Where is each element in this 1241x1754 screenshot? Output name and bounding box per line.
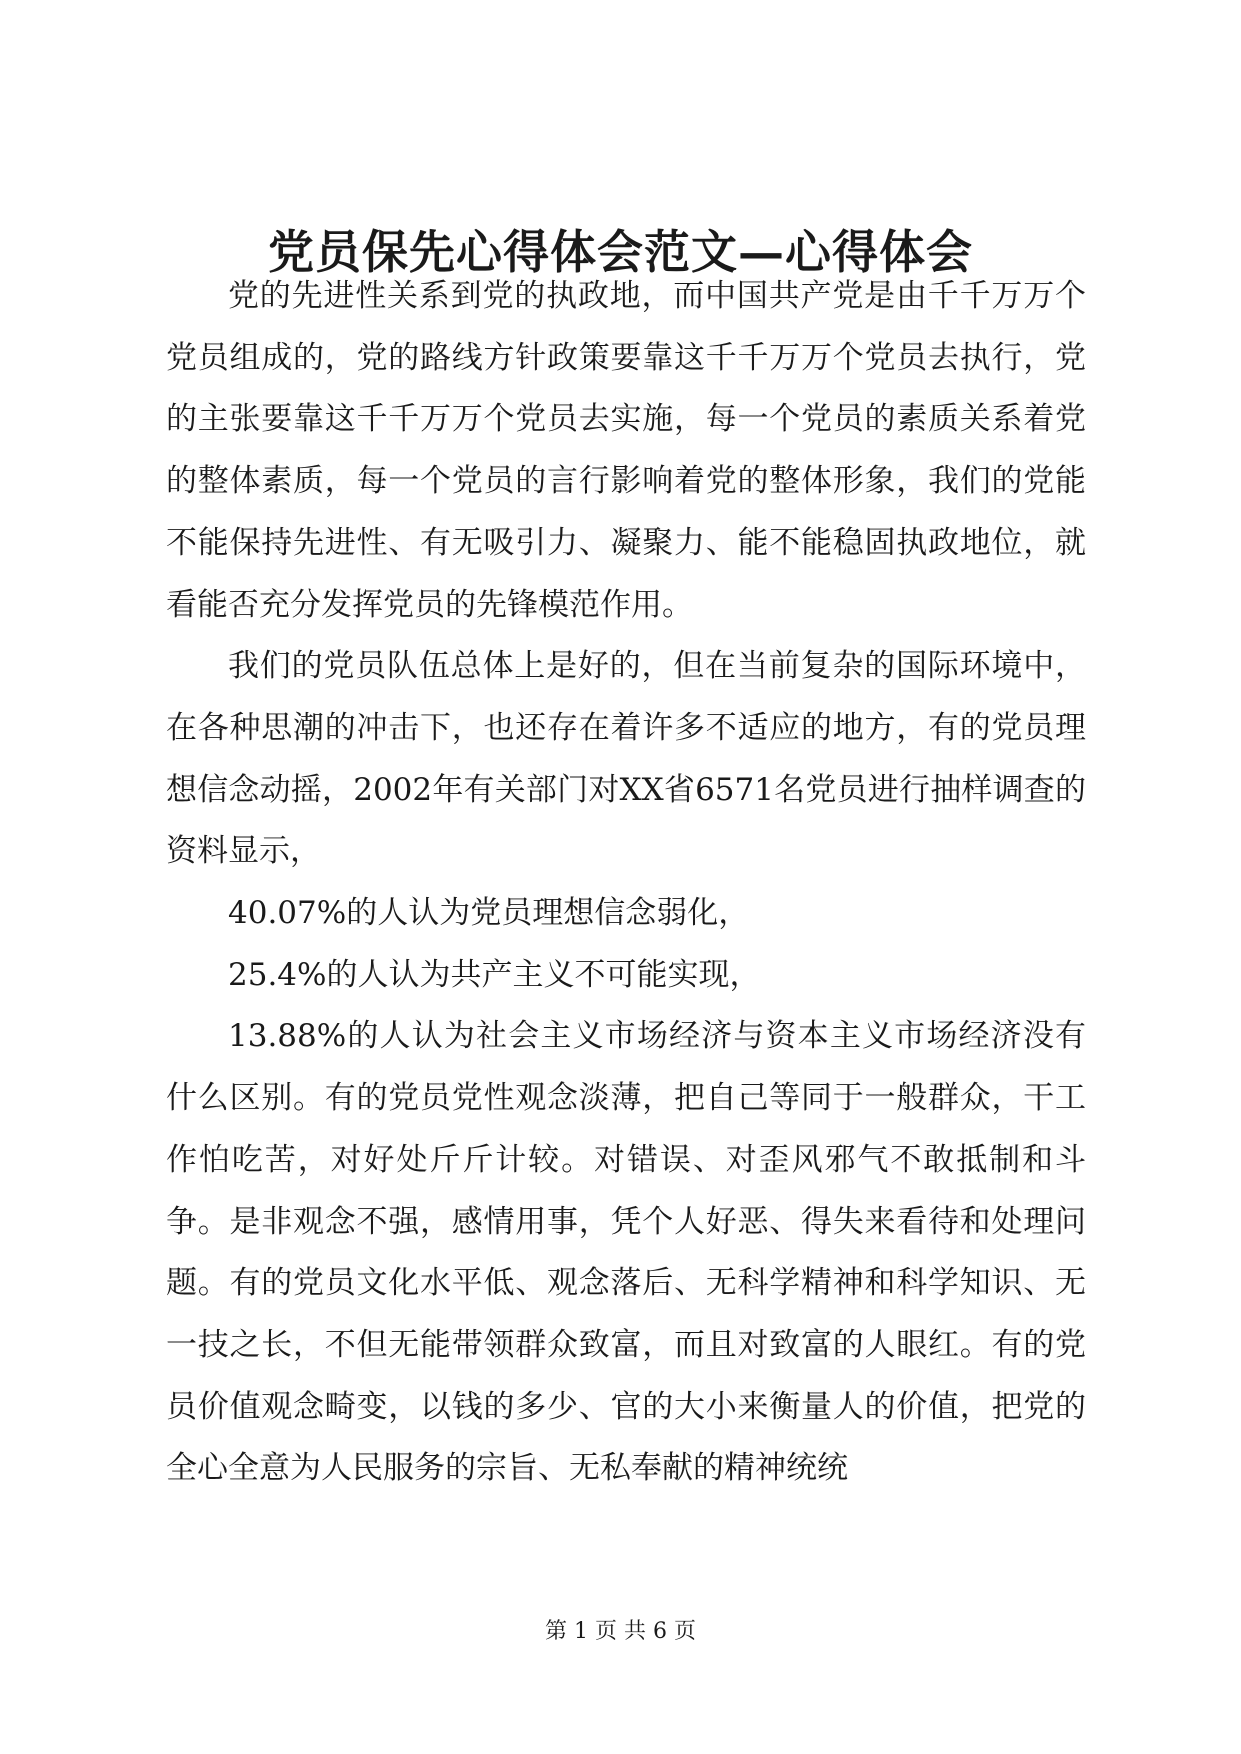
paragraph: 我们的党员队伍总体上是好的，但在当前复杂的国际环境中，在各种思潮的冲击下，也还存在着许多不适应的地方，有的党员理想信念动摇，2002年有关部门对XX省6571名党员进行抽样调查的资料显示， [166, 648, 1086, 870]
paragraph: 25.4%的人认为共产主义不可能实现， [228, 956, 761, 993]
paragraph: 党的先进性关系到党的执政地，而中国共产党是由千千万万个党员组成的，党的路线方针政策要靠这千千万万个党员去执行，党的主张要靠这千千万万个党员去实施，每一个党员的素质关系着党的整体素质，每一个党员的言行影响着党的整体形象，我们的党能不能保持先进性、有无吸引力、凝聚力、能不能稳固执政地位，就看能否充分发挥党员的先锋模范作用。 [166, 278, 1086, 623]
paragraph: 13.88%的人认为社会主义市场经济与资本主义市场经济没有什么区别。有的党员党性观念淡薄，把自己等同于一般群众，干工作怕吃苦，对好处斤斤计较。对错误、对歪风邪气不敢抵制和斗争。是非观念不强，感情用事，凭个人好恶、得失来看待和处理问题。有的党员文化水平低、观念落后、无科学精神和科学知识、无一技之长，不但无能带领群众致富，而且对致富的人眼红。有的党员价值观念畸变，以钱的多少、官的大小来衡量人的价值，把党的全心全意为人民服务的宗旨、无私奉献的精神统统 [166, 1018, 1086, 1487]
paragraph: 40.07%的人认为党员理想信念弱化， [228, 895, 750, 932]
document-title: 党员保先心得体会范文—心得体会 [268, 225, 973, 279]
page-number-footer: 第 1 页 共 6 页 [545, 1619, 696, 1644]
document-body [166, 266, 1086, 1500]
